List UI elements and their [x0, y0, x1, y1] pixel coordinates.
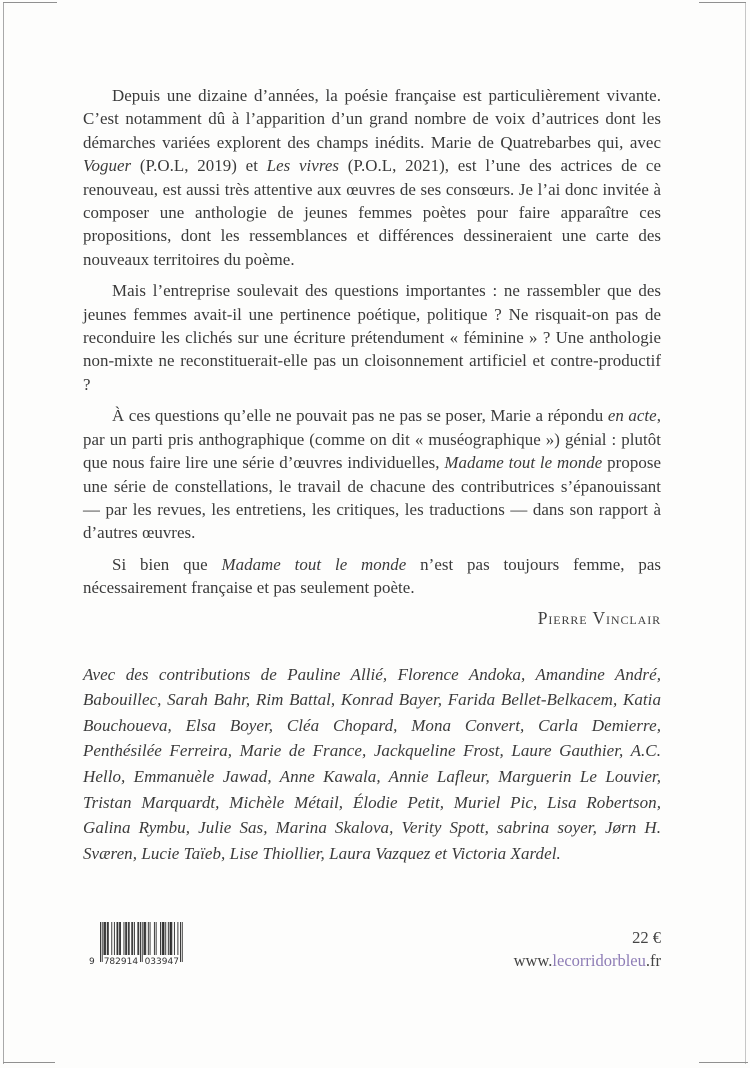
svg-text:782914: 782914 [103, 957, 139, 967]
blurb-paragraph-1: Depuis une dizaine d’années, la poésie française est particulièrement vivante. C’est notamment dû à l’apparition d’un grand nombre de voix d’autrices dont les démarches variées explorent des champs inédits. Marie de Quatrebarbes qui, avec Voguer (P.O.L, 2019) et Les vivres (P.O.L, 2021), est l’une des actrices de ce renouveau, est aussi très attentive aux œuvres de ses consœurs. Je l’ai donc invitée à composer une anthologie de jeunes femmes poètes pour faire apparaître ces propositions, dont les ressemblances et différences dessineraient une carte des nouveaux territoires du poème. [83, 86, 661, 269]
svg-text:033947: 033947 [144, 957, 179, 967]
publisher-website-url [514, 951, 661, 971]
trim-mark-bottom-left [3, 1062, 55, 1063]
website-prefix: www. [513, 951, 553, 970]
trim-mark-bottom-right [699, 1062, 748, 1063]
price-label: 22 € [632, 928, 661, 947]
trim-mark-top-left [3, 2, 57, 3]
website-tld: .fr [645, 951, 661, 970]
contributors-list: Avec des contributions de Pauline Allié, Florence Andoka, Amandine André, Babouillec, Sarah Bahr, Rim Battal, Konrad Bayer, Farida Bellet-Belkacem, Katia Bouchoueva, Elsa Boyer, Cléa Chopard, Mona Convert, Carla Demierre, Penthésilée Ferreira, Marie de France, Jackqueline Frost, Laure Gauthier, A.C. Hello, Emmanuèle Jawad, Anne Kawala, Annie Lafleur, Marguerin Le Louvier, Tristan Marquardt, Michèle Métail, Élodie Petit, Muriel Pic, Lisa Robertson, Galina Rymbu, Julie Sas, Marina Skalova, Verity Spott, sabrina soyer, Jørn H. Sværen, Lucie Taïeb, Lise Thiollier, Laura Vazquez et Victoria Xardel. [83, 664, 661, 863]
svg-text:9: 9 [89, 957, 95, 967]
back-cover-text [83, 84, 661, 874]
trim-mark-top-right [699, 2, 746, 3]
ean13-barcode [88, 922, 188, 974]
author-signature: Pierre Vinclair [537, 607, 661, 628]
page-edge-right [745, 2, 746, 1064]
price-website-block [514, 928, 661, 971]
page-edge-left [3, 2, 4, 1064]
blurb-paragraph-4: Si bien que Madame tout le monde n’est pas toujours femme, pas nécessairement française et pas seulement poète. [83, 554, 662, 598]
blurb-paragraph-2: Mais l’entreprise soulevait des questions importantes : ne rassembler que des jeunes femmes avait-il une pertinence poétique, politique ? Ne risquait-on pas de reconduire les clichés sur une écriture prétendument « féminine » ? Une anthologie non-mixte ne reconstituerait-elle pas un cloisonnement artificiel et contre-productif ? [83, 281, 661, 394]
website-brand: lecorridorbleu [552, 951, 646, 970]
blurb-paragraph-3: À ces questions qu’elle ne pouvait pas ne pas se poser, Marie a répondu en acte, par un parti pris anthographique (comme on dit « muséographique ») génial : plutôt que nous faire lire une série d’œuvres individuelles, Madame tout le monde propose une série de constellations, le travail de chacune des contributrices s’épanouissant — par les revues, les entretiens, les critiques, les traductions — dans son rapport à d’autres œuvres. [83, 406, 662, 543]
